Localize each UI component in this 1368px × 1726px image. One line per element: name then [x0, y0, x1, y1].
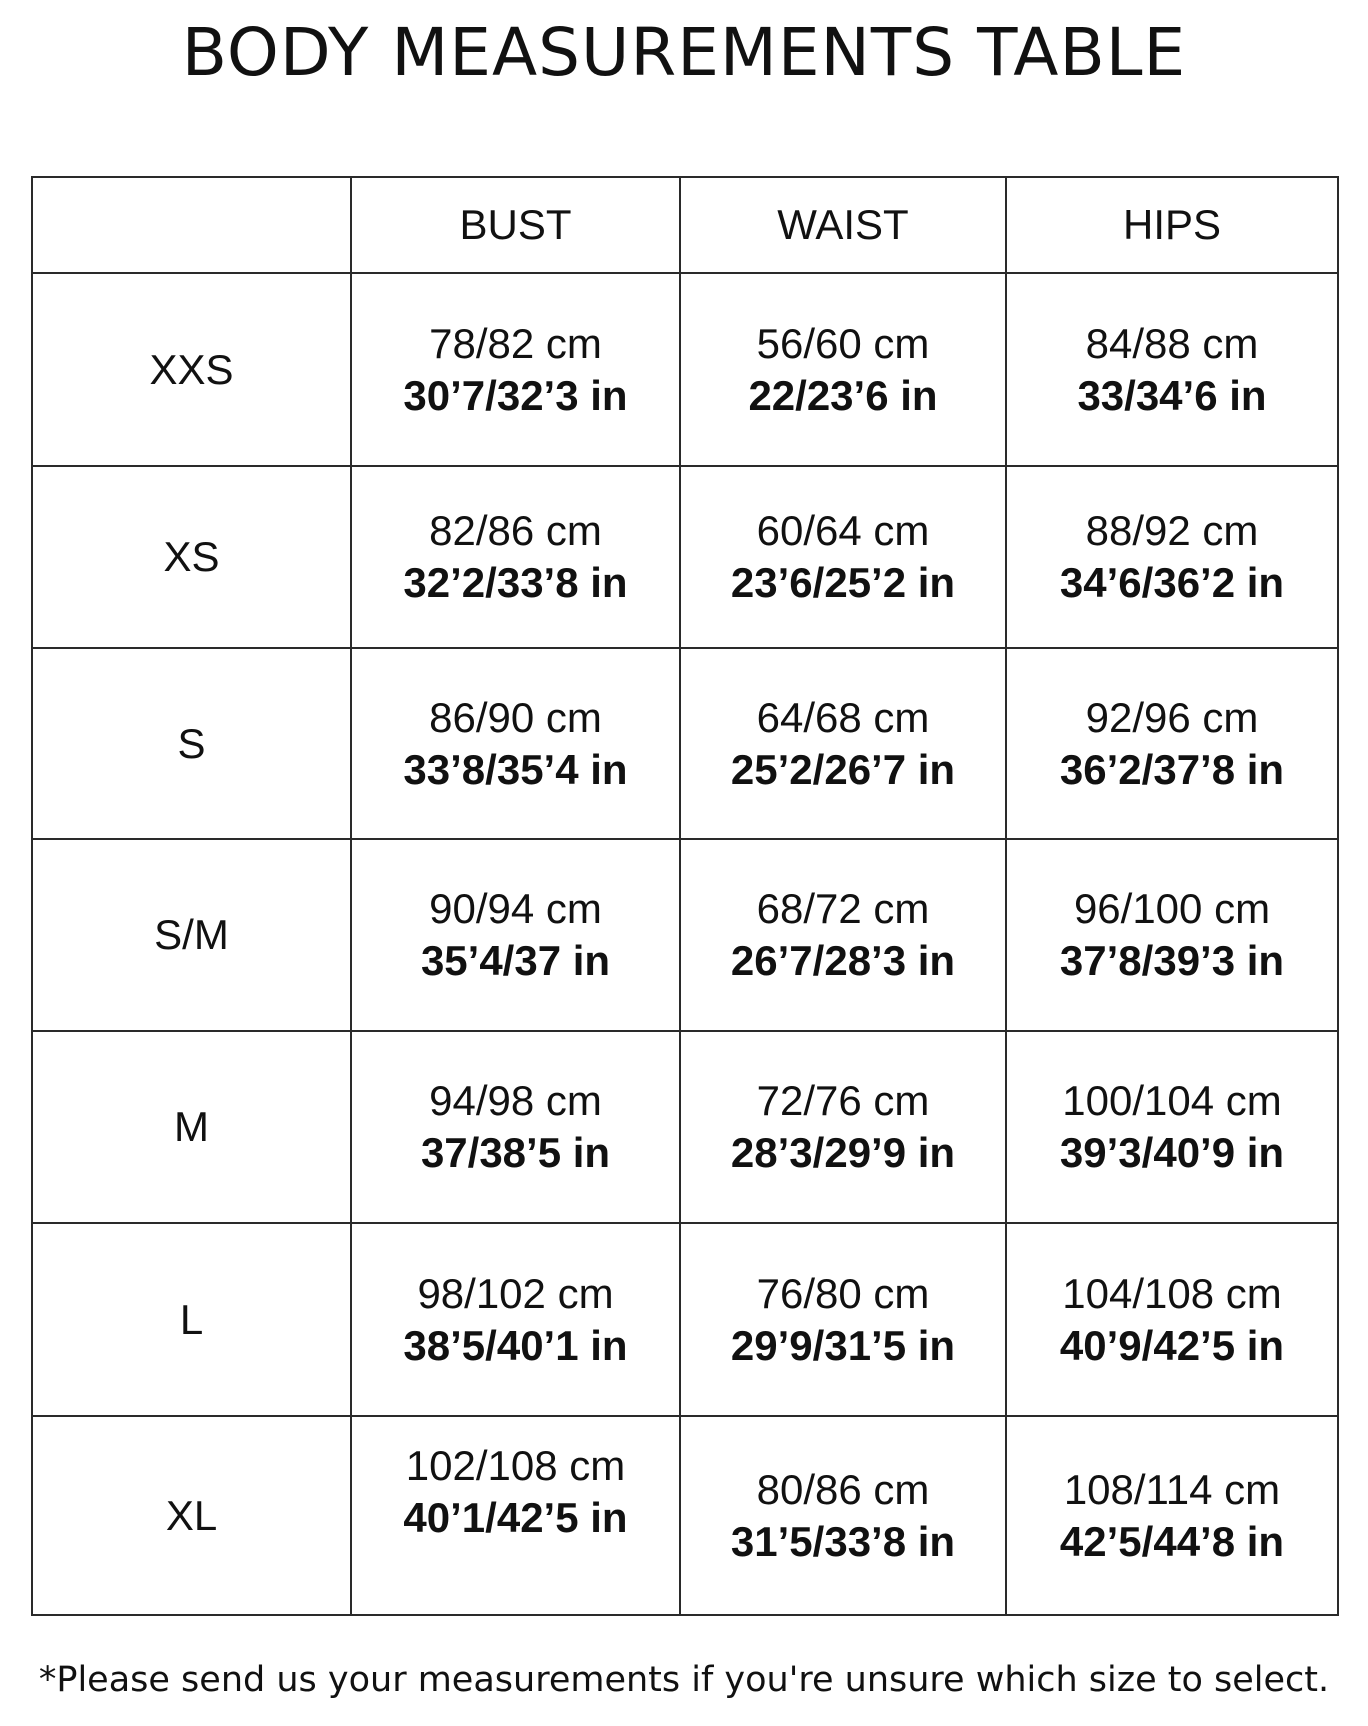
header-waist: WAIST [680, 177, 1006, 273]
footnote: *Please send us your measurements if you're unsure which size to select. [38, 1660, 1330, 1700]
waist-in: 23’6/25’2 in [730, 559, 956, 606]
table-row [32, 839, 1338, 1031]
hips-cm: 88/92 cm [1085, 507, 1259, 554]
bust-cm: 86/90 cm [429, 693, 602, 741]
hips-cm: 92/96 cm [1085, 693, 1259, 741]
waist-in: 28’3/29’9 in [730, 1129, 956, 1176]
table-row [32, 273, 1338, 466]
waist-cell [680, 1416, 1006, 1615]
hips-in: 33/34’6 in [1077, 371, 1267, 419]
bust-cm: 102/108 cm [405, 1441, 626, 1489]
hips-in: 36’2/37’8 in [1059, 745, 1285, 793]
waist-cm: 56/60 cm [756, 319, 930, 367]
hips-in: 37’8/39’3 in [1059, 937, 1285, 984]
hips-cell [1006, 1031, 1338, 1223]
measurements-table [31, 176, 1339, 1616]
waist-cm: 80/86 cm [756, 1465, 930, 1513]
waist-cm: 76/80 cm [756, 1269, 930, 1317]
waist-in: 31’5/33’8 in [730, 1517, 956, 1565]
bust-cm: 98/102 cm [417, 1269, 614, 1317]
hips-cell [1006, 466, 1338, 648]
size-label: XL [32, 1416, 351, 1615]
waist-cell [680, 1223, 1006, 1416]
hips-cm: 104/108 cm [1062, 1269, 1282, 1317]
table-row [32, 1031, 1338, 1223]
waist-cm: 72/76 cm [756, 1077, 930, 1124]
waist-in: 22/23’6 in [748, 371, 938, 419]
hips-in: 34’6/36’2 in [1059, 559, 1285, 606]
bust-cell [351, 648, 680, 839]
waist-cell [680, 839, 1006, 1031]
table-row [32, 466, 1338, 648]
hips-cell [1006, 1223, 1338, 1416]
size-label: S [32, 648, 351, 839]
table-row [32, 1416, 1338, 1615]
bust-in: 38’5/40’1 in [403, 1321, 628, 1369]
waist-cell [680, 648, 1006, 839]
bust-cm: 78/82 cm [429, 319, 602, 367]
bust-in: 40’1/42’5 in [403, 1493, 628, 1541]
hips-cell [1006, 648, 1338, 839]
hips-in: 42’5/44’8 in [1059, 1517, 1285, 1565]
bust-cm: 94/98 cm [429, 1077, 602, 1124]
waist-cell [680, 273, 1006, 466]
bust-cm: 82/86 cm [429, 507, 602, 554]
size-label: XS [32, 466, 351, 648]
bust-cell [351, 1031, 680, 1223]
size-label: M [32, 1031, 351, 1223]
header-hips: HIPS [1006, 177, 1338, 273]
size-label: L [32, 1223, 351, 1416]
waist-cm: 64/68 cm [756, 693, 930, 741]
bust-in: 32’2/33’8 in [403, 559, 628, 606]
page-title: BODY MEASUREMENTS TABLE [181, 14, 1187, 91]
hips-cell [1006, 1416, 1338, 1615]
waist-cell [680, 466, 1006, 648]
hips-cm: 100/104 cm [1062, 1077, 1282, 1124]
waist-in: 29’9/31’5 in [730, 1321, 956, 1369]
hips-cm: 96/100 cm [1073, 885, 1271, 932]
header-bust: BUST [351, 177, 680, 273]
waist-cm: 60/64 cm [756, 507, 930, 554]
bust-cell [351, 273, 680, 466]
bust-cell [351, 466, 680, 648]
waist-in: 25’2/26’7 in [730, 745, 956, 793]
bust-cell [351, 839, 680, 1031]
hips-cm: 84/88 cm [1085, 319, 1259, 367]
table-row [32, 1223, 1338, 1416]
hips-in: 39’3/40’9 in [1059, 1129, 1285, 1176]
hips-cell [1006, 839, 1338, 1031]
bust-cell [351, 1223, 680, 1416]
hips-cm: 108/114 cm [1063, 1465, 1281, 1513]
hips-in: 40’9/42’5 in [1059, 1321, 1285, 1369]
bust-in: 35’4/37 in [420, 937, 611, 984]
waist-in: 26’7/28’3 in [730, 937, 956, 984]
waist-cm: 68/72 cm [756, 885, 930, 932]
bust-cell [351, 1416, 680, 1615]
bust-in: 33’8/35’4 in [403, 745, 628, 793]
bust-in: 30’7/32’3 in [403, 371, 628, 419]
table-row [32, 648, 1338, 839]
header-size [32, 177, 351, 273]
hips-cell [1006, 273, 1338, 466]
bust-in: 37/38’5 in [420, 1129, 611, 1176]
size-label: S/M [32, 839, 351, 1031]
size-label: XXS [32, 273, 351, 466]
bust-cm: 90/94 cm [429, 885, 602, 932]
header-row [32, 177, 1338, 273]
waist-cell [680, 1031, 1006, 1223]
